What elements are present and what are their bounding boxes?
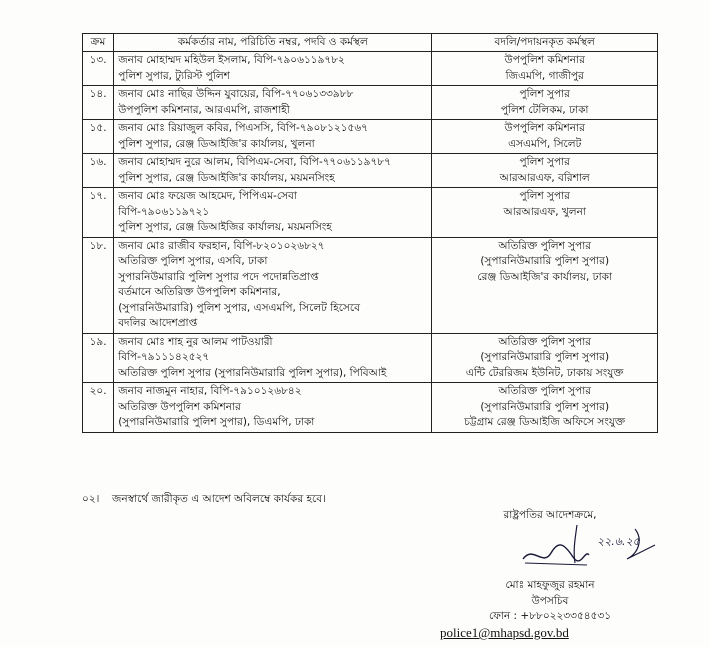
new-posting-cell: [432, 383, 658, 433]
officer-detail-line: পুলিশ সুপার, রেঞ্জ ডিআইজির কার্যালয়, ময়মনসিংহ: [118, 221, 332, 233]
signatory-designation: উপসচিব: [531, 595, 569, 607]
officer-details-cell: [114, 154, 432, 188]
table-row: [83, 120, 658, 154]
officer-detail-line: জনাব মোঃ নাছির উদ্দিন যুবায়ের, বিপি-৭৭০৬১৩৩৯৮৮: [118, 88, 354, 100]
posting-line: জিএমপি, গাজীপুর: [505, 69, 584, 82]
new-posting-cell: [432, 333, 658, 383]
note-text: জনস্বার্থে জারীকৃত এ আদেশ অবিলম্বে কার্যকর হবে।: [112, 493, 326, 505]
table-row: [83, 383, 658, 433]
posting-line: পুলিশ সুপার: [519, 156, 570, 168]
table-row: [83, 86, 658, 120]
officer-detail-line: জনাব মোঃ ফয়েজ আহমেদ, পিপিএম-সেবা: [118, 190, 297, 202]
posting-line: এসএমপি, সিলেট: [508, 137, 582, 150]
table-row: [83, 52, 658, 86]
posting-line: রেঞ্জ ডিআইজি'র কার্যালয়, ঢাকা: [477, 270, 613, 283]
officer-detail-line: বর্তমানে অতিরিক্ত উপপুলিশ কমিশনার,: [118, 286, 281, 298]
table-row: [83, 333, 658, 383]
officer-detail-line: বিপি-৭৯১১১৪২৫২৭: [118, 351, 210, 363]
new-posting-cell: [432, 52, 658, 86]
new-posting-cell: [432, 237, 658, 333]
officer-detail-line: অতিরিক্ত পুলিশ সুপার, এসবি, ঢাকা: [118, 255, 268, 267]
serial-number: ১৮.: [83, 237, 114, 333]
officer-detail-line: সুপারনিউমারারি পুলিশ সুপার পদে পদোন্নতিপ্রাপ্ত: [118, 270, 319, 283]
table-row: [83, 237, 658, 333]
posting-line: পুলিশ সুপার: [519, 190, 570, 202]
posting-line: অতিরিক্ত পুলিশ সুপার: [498, 335, 592, 348]
new-posting-cell: [432, 154, 658, 188]
posting-line: চট্টগ্রাম রেঞ্জ ডিআইজি অফিসে সংযুক্ত: [464, 416, 626, 428]
posting-line: অতিরিক্ত পুলিশ সুপার: [498, 239, 592, 252]
posting-line: (সুপারনিউমারারি পুলিশ সুপার): [480, 351, 610, 363]
posting-line: এন্টি টেররিজম ইউনিট, ঢাকায় সংযুক্ত: [465, 366, 624, 379]
posting-line: উপপুলিশ কমিশনার: [504, 122, 585, 134]
posting-line: অতিরিক্ত পুলিশ সুপার: [498, 385, 592, 397]
officer-detail-line: পুলিশ সুপার, রেঞ্জ ডিআইজি'র কার্যালয়, খুলনা: [118, 137, 315, 150]
order-note: [82, 492, 326, 509]
serial-number: ১৭.: [83, 188, 114, 238]
officer-detail-line: পুলিশ সুপার, ট্যুরিস্ট পুলিশ: [118, 69, 230, 82]
serial-number: ১৫.: [83, 120, 114, 154]
officer-detail-line: জনাব মোহাম্মদ মহিউল ইসলাম, বিপি-৭৯০৬১১৯৭৮২: [118, 54, 345, 66]
serial-number: ১৯.: [83, 333, 114, 383]
officer-detail-line: (সুপারনিউমারারি) পুলিশ সুপার, এসএমপি, সিলেট হিসেবে: [118, 301, 360, 314]
officer-detail-line: জনাব মোঃ রাজীব ফরহান, বিপি-৮২০১০২৬৮২৭: [118, 239, 325, 252]
officer-detail-line: পুলিশ সুপার, রেঞ্জ ডিআইজি'র কার্যালয়, ময়মনসিংহ: [118, 171, 335, 184]
signature-date: ২২.৬.২৫: [597, 535, 640, 548]
posting-line: পুলিশ সুপার: [519, 88, 570, 100]
officer-detail-line: অতিরিক্ত পুলিশ সুপার (সুপারনিউমারারি পুলিশ সুপার), পিবিআই: [118, 366, 387, 379]
new-posting-cell: [432, 120, 658, 154]
table-header-row: [83, 34, 658, 52]
new-posting-cell: [432, 86, 658, 120]
serial-number: ১৪.: [83, 86, 114, 120]
signatory-phone: ফোন : +৮৮০২২৩৩৫৪৫৩১: [488, 610, 612, 622]
posting-line: উপপুলিশ কমিশনার: [504, 54, 585, 66]
officer-details-cell: [114, 188, 432, 238]
table-row: [83, 188, 658, 238]
posting-line: পুলিশ টেলিকম, ঢাকা: [500, 103, 589, 116]
officer-details-cell: [114, 86, 432, 120]
officer-details-cell: [114, 52, 432, 86]
officer-details-cell: [114, 383, 432, 433]
handwritten-signature: [515, 515, 665, 577]
officer-details-cell: [114, 120, 432, 154]
officer-detail-line: বদলির আদেশপ্রাপ্ত: [118, 317, 198, 329]
transfer-orders-table: [82, 33, 658, 433]
note-number: ০২।: [82, 493, 100, 505]
serial-number: ১৬.: [83, 154, 114, 188]
serial-number: ১৩.: [83, 52, 114, 86]
signatory-email[interactable]: police1@mhapsd.gov.bd: [440, 625, 569, 640]
signatory-name: মোঃ মাহফুজুর রহমান: [505, 579, 595, 591]
officer-detail-line: জনাব নাজমুন নাহার, বিপি-৭৯১০১২৬৮৪২: [118, 385, 302, 397]
posting-line: আরআরএফ, খুলনা: [503, 205, 586, 218]
serial-number: ২০.: [83, 383, 114, 433]
header-officer-details: কর্মকর্তার নাম, পরিচিতি নম্বর, পদবি ও কর্মস্থল: [114, 34, 432, 52]
new-posting-cell: [432, 188, 658, 238]
posting-line: (সুপারনিউমারারি পুলিশ সুপার): [480, 255, 610, 267]
header-serial: ক্রম: [83, 34, 114, 52]
order-line: রাষ্ট্রপতির আদেশক্রমে,: [503, 509, 597, 521]
header-new-posting: বদলি/পদায়নকৃত কর্মস্থল: [432, 34, 658, 52]
table-row: [83, 154, 658, 188]
officer-details-cell: [114, 237, 432, 333]
officer-detail-line: উপপুলিশ কমিশনার, আরএমপি, রাজশাহী: [118, 103, 290, 116]
posting-line: (সুপারনিউমারারি পুলিশ সুপার): [480, 400, 610, 413]
officer-detail-line: (সুপারনিউমারারি পুলিশ সুপার), ডিএমপি, ঢাকা: [118, 416, 315, 428]
officer-detail-line: অতিরিক্ত উপপুলিশ কমিশনার: [118, 400, 241, 413]
officer-detail-line: বিপি-৭৯০৬১১৯৭২১: [118, 205, 210, 218]
officer-detail-line: জনাব মোহাম্মদ নুরে আলম, বিপিএম-সেবা, বিপি-৭৭০৬১১৯৭৮৭: [118, 156, 391, 168]
officer-detail-line: জনাব মোঃ রিয়াজুল কবির, পিএসসি, বিপি-৭৯০৮১২১৫৬৭: [118, 122, 369, 134]
posting-line: আরআরএফ, বরিশাল: [499, 171, 590, 184]
officer-detail-line: জনাব মোঃ শাহ নুর আলম পাটওয়ারী: [118, 335, 273, 348]
officer-details-cell: [114, 333, 432, 383]
